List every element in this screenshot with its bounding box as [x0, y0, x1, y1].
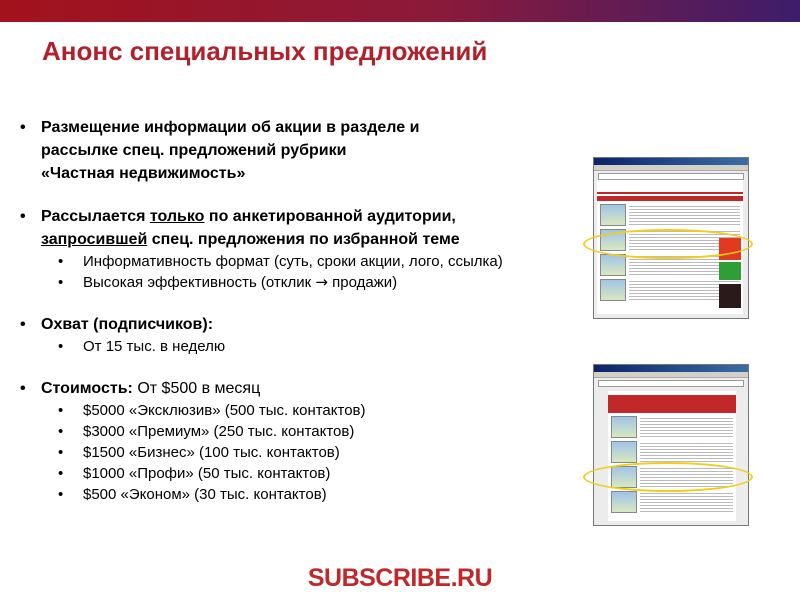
bullet-audience-line2 [41, 228, 600, 251]
text-fragment: по анкетированной аудитории, [204, 208, 456, 225]
text-fragment: продажи) [327, 274, 398, 291]
slide-content [20, 116, 600, 505]
underlined-text-requested: запросившей [41, 231, 148, 248]
bullet-audience-line1 [41, 205, 600, 228]
price-tier-item: • $1500 «Бизнес» (100 тыс. контактов) [20, 442, 600, 463]
bullet-placement-line3: «Частная недвижимость» [41, 165, 246, 182]
bullet-cost [20, 377, 600, 400]
newsletter-screenshot [593, 364, 749, 526]
price-tier-item: • $5000 «Эксклюзив» (500 тыс. контактов) [20, 400, 600, 421]
bullet-audience [20, 205, 600, 251]
text-fragment: спец. предложения по избранной теме [147, 231, 460, 248]
price-tier-item: • $500 «Эконом» (30 тыс. контактов) [20, 484, 600, 505]
sub-bullet-format: • Информативность формат (суть, сроки акции, лого, ссылка) [20, 251, 600, 272]
text-fragment: Высокая эффективность (отклик [83, 274, 316, 291]
top-accent-bar [0, 0, 800, 22]
price-tier-item: • $1000 «Профи» (50 тыс. контактов) [20, 463, 600, 484]
sub-bullet-efficiency [20, 272, 600, 293]
highlight-oval [583, 229, 753, 259]
subscribe-logo: SUBSCRIBE.RU [307, 564, 493, 592]
arrow-right-icon: → [315, 273, 328, 291]
price-tier-item: • $3000 «Премиум» (250 тыс. контактов) [20, 421, 600, 442]
highlight-oval [583, 462, 753, 492]
underlined-text-only: только [149, 208, 205, 225]
bullet-placement-line2: рассылке спец. предложений рубрики [41, 142, 347, 159]
bullet-reach: • Охват (подписчиков): [20, 313, 600, 336]
sub-bullet-reach: • От 15 тыс. в неделю [20, 336, 600, 357]
cost-value: От $500 в месяц [132, 380, 261, 397]
bullet-placement [20, 116, 600, 185]
cost-label: Стоимость: [41, 380, 133, 397]
text-fragment: Рассылается [41, 208, 150, 225]
bullet-placement-line1: • Размещение информации об акции в разделе и [41, 119, 420, 136]
slide-title: Анонс специальных предложений [42, 36, 488, 66]
